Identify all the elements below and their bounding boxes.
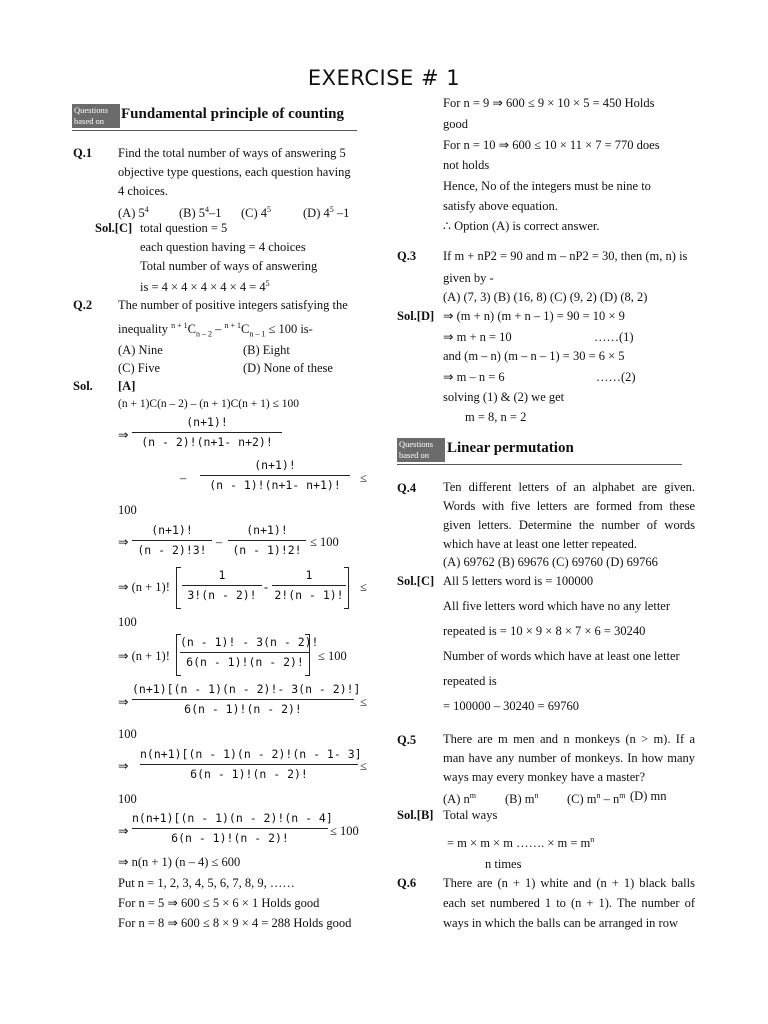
question-options: (A) (7, 3) (B) (16, 8) (C) (9, 2) (D) (8, 2) — [443, 290, 648, 304]
minus-sign: – — [180, 471, 187, 485]
solution-text: Put n = 1, 2, 3, 4, 5, 6, 7, 8, 9, …… — [118, 876, 295, 890]
minus-sign: – — [216, 535, 223, 549]
option-b: (B) $m^n$ — [505, 791, 539, 807]
leq-symbol: ≤ — [360, 471, 367, 485]
solution-math: 100 — [118, 615, 137, 629]
solution-text: ⇒ m – n = 6 — [443, 370, 505, 384]
option-a: (A) $5^4$ — [118, 205, 149, 221]
question-label: Q.6 — [397, 876, 417, 890]
question-label: Q.4 — [397, 481, 417, 495]
fraction: (n+1)! (n - 2)!3! — [132, 522, 212, 559]
implies-symbol: ⇒ — [118, 535, 129, 549]
solution-text: Total ways — [443, 808, 498, 822]
fraction: (n+1)! (n - 1)!(n+1- n+1)! — [200, 457, 350, 494]
solution-text: = m × m × m ……. × $m = m^n$ — [447, 835, 595, 851]
solution-text: = 100000 – 30240 = 69760 — [443, 699, 579, 713]
right-bracket — [305, 634, 310, 676]
solution-text: n times — [485, 857, 522, 871]
solution-text: good — [443, 117, 468, 131]
fraction: (n+1)! (n - 2)!(n+1- n+2)! — [132, 414, 282, 451]
section-badge: Questions based on — [397, 438, 445, 462]
fraction: 1 2!(n - 1)! — [272, 567, 346, 604]
solution-text: ∴ Option (A) is correct answer. — [443, 219, 600, 233]
solution-text: ⇒ m + n = 10 — [443, 330, 512, 344]
question-text: given by - — [443, 271, 494, 285]
implies-symbol: ⇒ — [118, 428, 129, 442]
solution-math: 100 — [118, 792, 137, 806]
implies-symbol: ⇒ — [118, 759, 129, 773]
leq-symbol: ≤ — [360, 759, 367, 773]
option-d: (D) None of these — [243, 361, 333, 375]
solution-text: ⇒ (m + n) (m + n – 1) = 90 = 10 × 9 — [443, 309, 625, 323]
solution-text: total question = 5 — [140, 221, 228, 235]
question-text: There are m men and n monkeys (n > m). If a man have any number of monkeys. In how many ways may every monkey have a master? — [443, 732, 695, 784]
solution-text: and (m – n) (m – n – 1) = 30 = 6 × 5 — [443, 349, 625, 363]
option-b: (B) Eight — [243, 343, 290, 357]
solution-text: repeated is = 10 × 9 × 8 × 7 × 6 = 30240 — [443, 624, 646, 638]
option-d: (D) $4^5$ –1 — [303, 205, 350, 221]
minus-sign: - — [264, 580, 269, 594]
option-c: (C) $m^n - n^m$ — [567, 791, 626, 807]
option-b: (B) $5^4-1$ — [179, 205, 222, 221]
solution-math: ≤ 100 — [318, 649, 347, 663]
solution-text: satisfy above equation. — [443, 199, 558, 213]
solution-text: For n = 8 ⇒ 600 ≤ 8 × 9 × 4 = 288 Holds good — [118, 916, 352, 930]
solution-text: each question having = 4 choices — [140, 240, 306, 254]
page-title: EXERCISE # 1 — [307, 66, 461, 90]
solution-math: 100 — [118, 727, 137, 741]
option-a: (A) Nine — [118, 343, 163, 357]
question-text: 4 choices. — [118, 184, 168, 198]
section-divider — [397, 464, 682, 465]
solution-text: ⇒ n(n + 1) (n – 4) ≤ 600 — [118, 855, 241, 869]
solution-text: All five letters word which have no any letter — [443, 599, 671, 613]
option-c: (C) Five — [118, 361, 161, 375]
fraction: (n+1)[(n - 1)(n - 2)!- 3(n - 2)!] 6(n - 1)!(n - 2)! — [132, 682, 361, 716]
solution-math: ≤ 100 — [310, 535, 339, 549]
leq-symbol: ≤ — [360, 695, 367, 709]
section-heading: Fundamental principle of counting — [121, 106, 344, 122]
solution-text: is = $4 \times 4 \times 4 \times 4 \times 4 = 4^5$ — [140, 279, 270, 295]
solution-text: All 5 letters word is = 100000 — [443, 574, 594, 588]
fraction: n(n+1)[(n - 1)(n - 2)!(n - 4] 6(n - 1)!(n - 2)! — [132, 811, 333, 845]
fraction: n(n+1)[(n - 1)(n - 2)!(n - 1- 3] 6(n - 1)!(n - 2)! — [140, 747, 362, 781]
solution-text: not holds — [443, 158, 490, 172]
solution-text: solving (1) & (2) we get — [443, 390, 565, 404]
solution-text: For n = 9 ⇒ 600 ≤ 9 × 10 × 5 = 450 Holds — [443, 96, 655, 110]
fraction: 1 3!(n - 2)! — [182, 567, 262, 604]
solution-math: ⇒ (n + 1)! — [118, 649, 170, 663]
question-text: inequality $^{n + 1}C_{n - 2} - ^{n + 1}C_{n - 1} \le 100$ is- — [118, 321, 313, 339]
solution-label: Sol.[B] — [397, 808, 434, 822]
question-text: If m + nP2 = 90 and m – nP2 = 30, then (m, n) is — [443, 249, 688, 263]
solution-label: Sol.[C] — [397, 574, 435, 588]
section-heading: Linear permutation — [447, 440, 574, 456]
question-options: (A) 69762 (B) 69676 (C) 69760 (D) 69766 — [443, 555, 658, 569]
implies-symbol: ⇒ — [118, 695, 129, 709]
equation-tag: ……(2) — [596, 370, 636, 384]
fraction: (n - 1)! - 3(n - 2)! 6(n - 1)!(n - 2)! — [180, 635, 319, 669]
option-d: (D) mn — [630, 789, 667, 803]
solution-math: (n + 1)C(n – 2) – (n + 1)C(n + 1) ≤ 100 — [118, 398, 299, 410]
solution-text: Total number of ways of answering — [140, 259, 318, 273]
question-label: Q.2 — [73, 298, 93, 312]
section-divider — [72, 130, 357, 131]
question-label: Q.1 — [73, 146, 93, 160]
option-c: (C) $4^5$ — [241, 205, 272, 221]
right-bracket — [344, 567, 349, 609]
solution-text: For n = 10 ⇒ 600 ≤ 10 × 11 × 7 = 770 does — [443, 138, 660, 152]
question-label: Q.3 — [397, 249, 417, 263]
solution-label: Sol. — [73, 379, 93, 393]
solution-label: Sol.[D] — [397, 309, 435, 323]
solution-text: Number of words which have at least one letter — [443, 649, 680, 663]
implies-symbol: ⇒ — [118, 824, 129, 838]
solution-math: ≤ 100 — [330, 824, 359, 838]
question-text: objective type questions, each question having — [118, 165, 351, 179]
question-text: Ten different letters of an alphabet are given. Words with five letters are formed from these given letters. Determine the number of words which have at least one letter repeated. — [443, 480, 695, 551]
solution-text: m = 8, n = 2 — [465, 410, 527, 424]
question-text: The number of positive integers satisfying the — [118, 298, 348, 312]
solution-text: repeated is — [443, 674, 497, 688]
solution-answer: [A] — [118, 379, 136, 393]
left-bracket — [176, 567, 181, 609]
solution-math: ⇒ (n + 1)! — [118, 580, 170, 594]
option-a: (A) $n^m$ — [443, 791, 476, 807]
question-text: Find the total number of ways of answering 5 — [118, 146, 346, 160]
question-text: There are (n + 1) white and (n + 1) black balls each set numbered 1 to (n + 1). The number of ways in which the balls can be arranged in row — [443, 876, 695, 930]
question-label: Q.5 — [397, 733, 417, 747]
fraction: (n+1)! (n - 1)!2! — [228, 522, 306, 559]
solution-text: For n = 5 ⇒ 600 ≤ 5 × 6 × 1 Holds good — [118, 896, 320, 910]
equation-tag: ……(1) — [594, 330, 634, 344]
section-badge: Questions based on — [72, 104, 120, 128]
solution-text: Hence, No of the integers must be nine to — [443, 179, 651, 193]
solution-math: 100 — [118, 503, 137, 517]
solution-label: Sol.[C] — [95, 221, 133, 235]
leq-symbol: ≤ — [360, 580, 367, 594]
